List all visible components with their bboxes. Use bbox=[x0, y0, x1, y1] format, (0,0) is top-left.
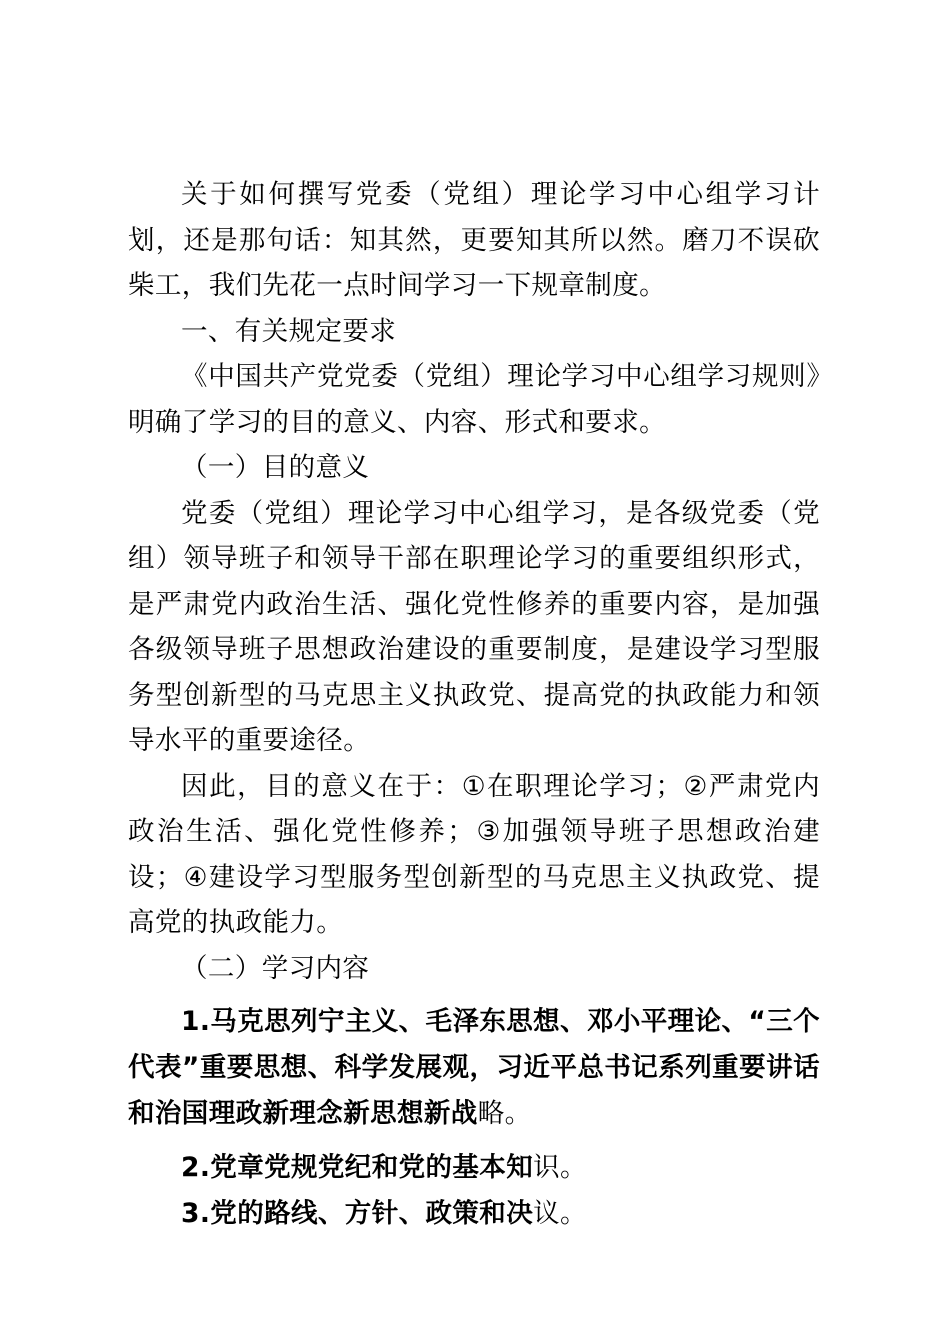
content-item-3 bbox=[128, 1191, 820, 1237]
content-item-2 bbox=[128, 1145, 820, 1191]
content-item-1-tail: 略。 bbox=[477, 1098, 532, 1129]
rules-paragraph: 《中国共产党党委（党组）理论学习中心组学习规则》明确了学习的目的意义、内容、形式和要求。 bbox=[128, 361, 820, 438]
content-item-1-bold: 1.马克思列宁主义、毛泽东思想、邓小平理论、“三个代表”重要思想、科学发展观，习近平总书记系列重要讲话和治国理政新理念新思想新战 bbox=[128, 1006, 820, 1129]
subheading-purpose: （一）目的意义 bbox=[181, 452, 370, 483]
subheading-content: （二）学习内容 bbox=[181, 952, 370, 984]
section-heading-requirements: 一、有关规定要求 bbox=[181, 315, 397, 347]
purpose-summary-paragraph: 因此，目的意义在于：①在职理论学习；②严肃党内政治生活、强化党性修养；③加强领导班子思想政治建设；④建设学习型服务型创新型的马克思主义执政党、提高党的执政能力。 bbox=[128, 770, 820, 938]
purpose-paragraph: 党委（党组）理论学习中心组学习，是各级党委（党组）领导班子和领导干部在职理论学习的重要组织形式，是严肃党内政治生活、强化党性修养的重要内容，是加强各级领导班子思想政治建设的重要制度，是建设学习型服务型创新型的马克思主义执政党、提高党的执政能力和领导水平的重要途径。 bbox=[128, 497, 820, 756]
intro-paragraph: 关于如何撰写党委（党组）理论学习中心组学习计划，还是那句话：知其然，更要知其所以然。磨刀不误砍柴工，我们先花一点时间学习一下规章制度。 bbox=[128, 179, 820, 301]
content-item-2-bold: 2.党章党规党纪和党的基本知 bbox=[181, 1152, 534, 1183]
content-item-2-tail: 识。 bbox=[533, 1152, 587, 1183]
content-item-1 bbox=[128, 999, 820, 1137]
content-item-3-tail: 议。 bbox=[533, 1198, 587, 1229]
document-body bbox=[128, 172, 820, 1237]
content-item-3-bold: 3.党的路线、方针、政策和决 bbox=[181, 1198, 534, 1229]
